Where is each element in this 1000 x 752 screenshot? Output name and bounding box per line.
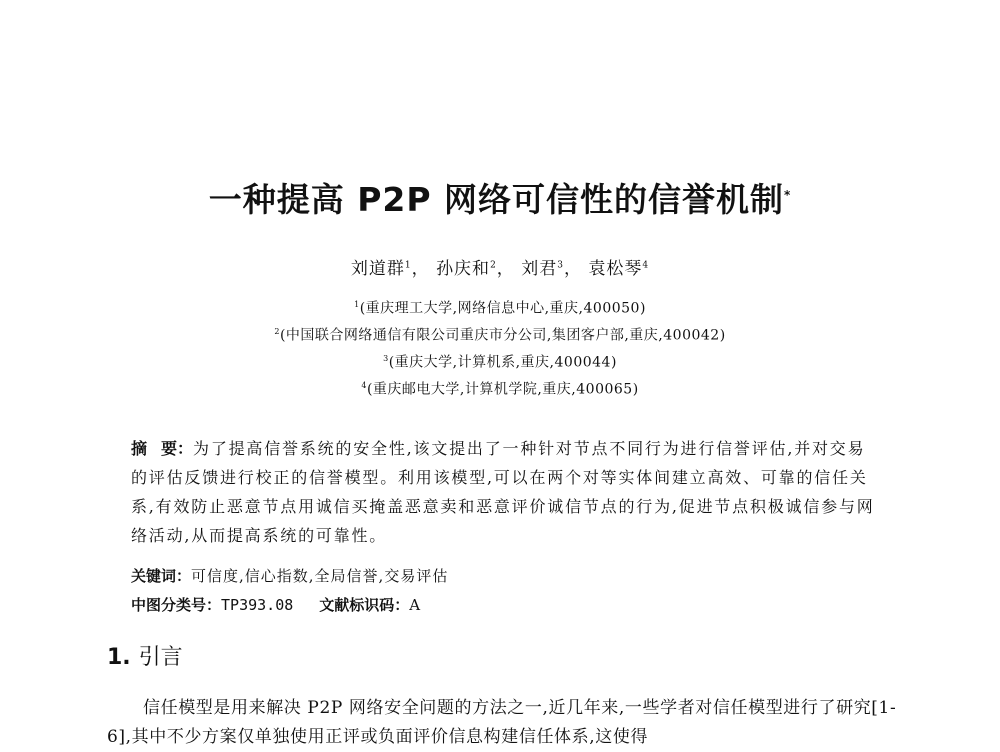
section-title: 引言 — [138, 645, 183, 670]
abstract-label-char: 要： — [161, 439, 194, 458]
abstract — [131, 434, 883, 550]
section-heading — [107, 640, 183, 671]
affiliation-text: (中国联合网络通信有限公司重庆市分公司,集团客户部,重庆,400042) — [279, 327, 726, 344]
title-footnote-mark: * — [784, 188, 792, 202]
doc-code-label: 文献标识码： — [319, 596, 410, 614]
affiliation-mark: 3 — [383, 354, 389, 363]
author-affiliation-mark: 2 — [490, 260, 497, 271]
affiliation — [0, 372, 1000, 399]
affiliation-mark: 2 — [274, 327, 280, 336]
affiliation — [0, 291, 1000, 318]
affiliation — [0, 345, 1000, 372]
affiliation-mark: 1 — [354, 300, 360, 309]
keywords-text: 可信度,信心指数,全局信誉,交易评估 — [191, 567, 449, 585]
keywords-line — [131, 565, 448, 586]
doc-code-value: A — [409, 596, 421, 614]
title-text: 一种提高 P2P 网络可信性的信誉机制 — [208, 180, 785, 219]
affiliation-mark: 4 — [361, 381, 367, 390]
clc-value: TP393.08 — [221, 596, 294, 614]
author-affiliation-mark: 3 — [557, 260, 564, 271]
abstract-label — [131, 439, 193, 458]
abstract-text: 为了提高信誉系统的安全性,该文提出了一种针对节点不同行为进行信誉评估,并对交易的评估反馈进行校正的信誉模型。利用该模型,可以在两个对等实体间建立高效、可靠的信任关系,有效防止恶意节点用诚信买掩盖恶意卖和恶意评价诚信节点的行为,促进节点积极诚信参与网络活动,从而提高系统的可靠性。 — [131, 439, 875, 545]
author-line — [0, 254, 1000, 279]
affiliation-text: (重庆邮电大学,计算机学院,重庆,400065) — [366, 381, 639, 398]
section-number: 1. — [107, 645, 131, 670]
affiliation-text: (重庆理工大学,网络信息中心,重庆,400050) — [359, 300, 646, 317]
abstract-label-char: 摘 — [131, 439, 148, 458]
author-affiliation-mark: 1 — [404, 260, 412, 271]
affiliation — [0, 318, 1000, 345]
affiliation-list — [0, 291, 1000, 399]
author-separator: ， — [411, 259, 430, 279]
paper-title — [0, 174, 1000, 221]
author-separator: ， — [496, 259, 515, 279]
author-name: 刘君 — [521, 259, 558, 279]
classification-line — [131, 594, 420, 615]
author-name: 孙庆和 — [436, 259, 491, 279]
author-affiliation-mark: 4 — [642, 260, 650, 271]
author-name: 袁松琴 — [588, 259, 643, 279]
clc-label: 中图分类号： — [131, 596, 222, 614]
author-name: 刘道群 — [350, 259, 405, 279]
author-separator: ， — [563, 259, 582, 279]
affiliation-text: (重庆大学,计算机系,重庆,400044) — [388, 354, 617, 371]
keywords-label: 关键词： — [131, 567, 192, 585]
body-paragraph: 信任模型是用来解决 P2P 网络安全问题的方法之一,近几年来,一些学者对信任模型进行了研究[1-6],其中不少方案仅单独使用正评或负面评价信息构建信任体系,这使得 — [107, 698, 897, 747]
